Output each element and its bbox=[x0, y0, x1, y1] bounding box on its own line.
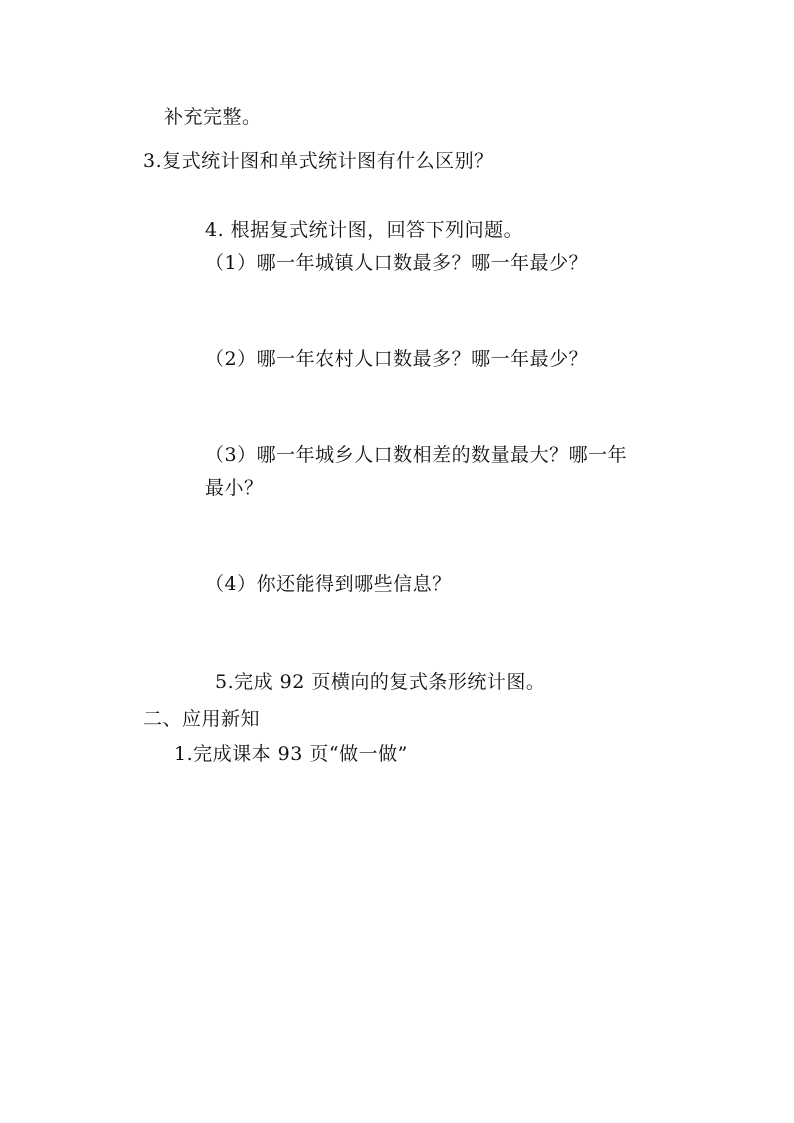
sub-question-3-line-2: 最小？ bbox=[205, 477, 264, 499]
sub-question-3-line-1: （3）哪一年城乡人口数相差的数量最大？哪一年 bbox=[205, 444, 628, 466]
sub-question-2: （2）哪一年农村人口数最多？哪一年最少？ bbox=[205, 348, 589, 370]
sub-question-1: （1）哪一年城镇人口数最多？哪一年最少？ bbox=[205, 252, 589, 274]
text-line-complete: 补充完整。 bbox=[164, 106, 262, 128]
section-2-item-1: 1.完成课本 93 页“做一做” bbox=[174, 743, 408, 765]
section-2-heading: 二、应用新知 bbox=[143, 708, 261, 730]
question-5: 5.完成 92 页横向的复式条形统计图。 bbox=[215, 671, 546, 693]
sub-question-4: （4）你还能得到哪些信息？ bbox=[205, 573, 452, 595]
question-3: 3.复式统计图和单式统计图有什么区别？ bbox=[143, 150, 494, 172]
question-4-heading: 4. 根据复式统计图，回答下列问题。 bbox=[205, 219, 524, 241]
